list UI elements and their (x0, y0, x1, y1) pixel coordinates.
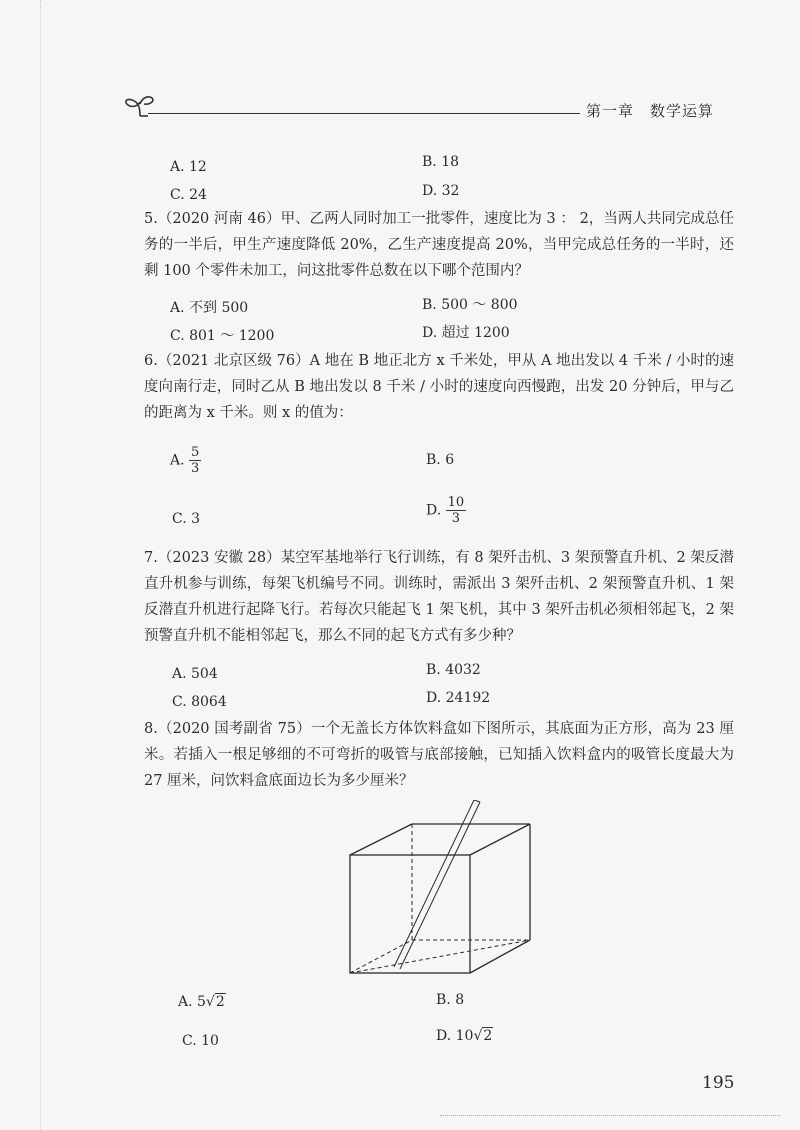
q7-option-a: A. 504 (172, 666, 218, 682)
q8-d-radicand: 2 (483, 1028, 493, 1044)
straw (394, 800, 480, 969)
chapter-title: 第一章 数学运算 (586, 102, 715, 120)
question-7-text: 7.（2023 安徽 28）某空军基地举行飞行训练，有 8 架歼击机、3 架预警直升机、2 架反潜直升机参与训练，每架飞机编号不同。训练时，需派出 3 架歼击机、2 架预警直升机、1 架反潜直升机进行起降飞行。若每次只能起飞 1 架飞机，其中 3 架歼击机必须相邻起飞，2 架预警直升机不能相邻起飞，那么不同的起飞方式有多少种？ (144, 550, 734, 644)
q6-option-d-label: D. (426, 502, 442, 519)
q7-option-d: D. 24192 (426, 690, 491, 706)
box-front-face (350, 855, 470, 973)
q6-option-d (426, 495, 466, 526)
question-5-text: 5.（2020 河南 46）甲、乙两人同时加工一批零件，速度比为 3 ： 2，当两人共同完成总任务的一半后，甲生产速度降低 20%，乙生产速度提高 20%，当甲完成总任务的一半时，还剩 100 个零件未加工，问这批零件总数在以下哪个范围内？ (144, 211, 734, 279)
q4-option-d: D. 32 (422, 183, 460, 199)
question-8-text: 8.（2020 国考副省 75）一个无盖长方体饮料盒如下图所示，其底面为正方形，高为 23 厘米。若插入一根足够细的不可弯折的吸管与底部接触，已知插入饮料盒内的吸管长度最大为 27 厘米，问饮料盒底面边长为多少厘米？ (144, 721, 734, 789)
box-with-straw-diagram (340, 800, 550, 980)
q8-a-radicand: 2 (215, 994, 225, 1010)
bottom-scan-margin (440, 1115, 780, 1116)
q6-d-numerator: 10 (447, 495, 465, 510)
q5-option-a: A. 不到 500 (170, 300, 249, 316)
q8-option-a (178, 992, 226, 1012)
q8-option-c: C. 10 (182, 1033, 219, 1049)
left-scan-margin (40, 0, 41, 1130)
sqrt-icon: √ (205, 994, 215, 1010)
q4-option-b: B. 18 (422, 154, 460, 170)
q6-d-denominator: 3 (451, 511, 461, 526)
q6-option-d-fraction (446, 495, 467, 526)
q6-a-denominator: 3 (191, 461, 200, 476)
page-number: 195 (702, 1073, 735, 1093)
q6-option-a (170, 445, 201, 476)
q4-option-a: A. 12 (170, 159, 207, 175)
sqrt-icon: √ (473, 1028, 483, 1044)
q8-option-d-label: D. 10 (436, 1028, 474, 1044)
question-6-text: 6.（2021 北京区级 76）A 地在 B 地正北方 x 千米处，甲从 A 地出发以 4 千米 / 小时的速度向南行走，同时乙从 B 地出发以 8 千米 / 小时的速度向西慢跑，出发 20 分钟后，甲与乙的距离为 x 千米。则 x 的值为： (144, 353, 734, 421)
q8-option-a-label: A. 5 (178, 994, 206, 1010)
sprout-logo-icon (120, 92, 160, 118)
q6-option-a-label: A. (170, 452, 185, 469)
q5-option-c: C. 801 ～ 1200 (170, 328, 275, 344)
q8-option-d (436, 1026, 493, 1046)
q8-option-b: B. 8 (436, 992, 465, 1008)
q6-option-c: C. 3 (172, 511, 201, 527)
q7-option-b: B. 4032 (426, 662, 481, 678)
q6-option-a-fraction (189, 445, 201, 476)
q7-option-c: C. 8064 (172, 694, 227, 710)
q5-option-d: D. 超过 1200 (422, 325, 510, 341)
q6-option-b: B. 6 (426, 452, 455, 468)
q6-a-numerator: 5 (191, 445, 200, 460)
header-rule (148, 113, 580, 114)
q5-option-b: B. 500 ～ 800 (422, 297, 518, 313)
q4-option-c: C. 24 (170, 187, 207, 203)
